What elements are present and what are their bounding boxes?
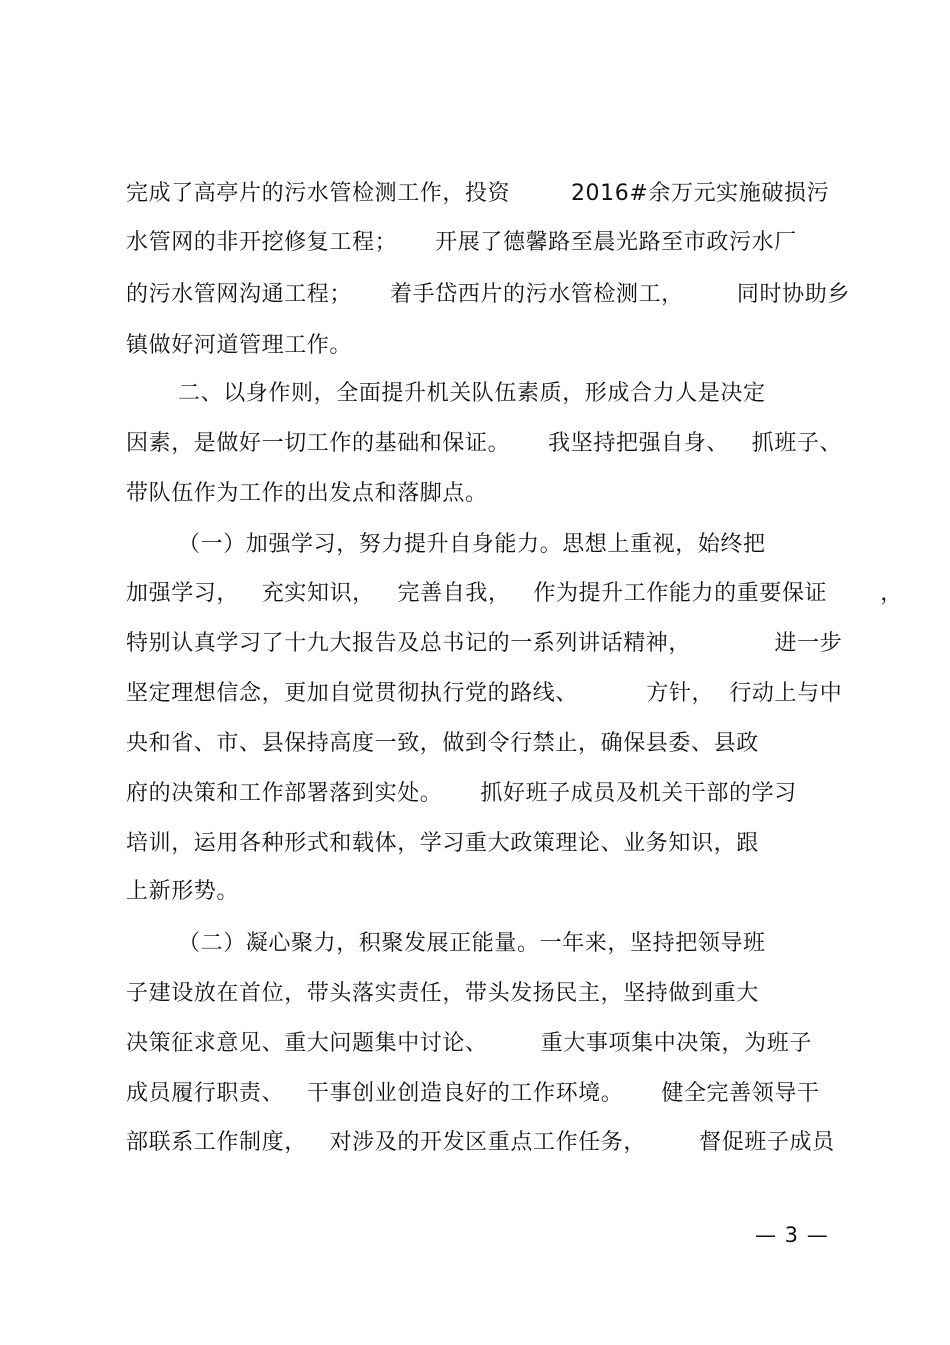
text-line-19: 成员履行职责、 干事创业创造良好的工作环境。 健全完善领导干 (126, 1081, 820, 1106)
text-line-2: 水管网的非开挖修复工程； 开展了德馨路至晨光路至市政污水厂 (126, 230, 797, 255)
text-line-12: 央和省、市、县保持高度一致，做到令行禁止，确保县委、县政 (126, 731, 759, 756)
text-line-13: 府的决策和工作部署落到实处。 抓好班子成员及机关干部的学习 (126, 781, 797, 806)
text-line-14: 培训，运用各种形式和载体，学习重大政策理论、业务知识，跟 (126, 831, 759, 856)
page-number: — 3 — (755, 1223, 829, 1247)
text-line-18: 决策征求意见、重大问题集中讨论、 重大事项集中决策，为班子 (126, 1031, 812, 1056)
text-line-11: 坚定理想信念，更加自觉贯彻执行党的路线、 方针， 行动上与中 (126, 681, 843, 706)
text-line-4: 镇做好河道管理工作。 (126, 333, 353, 358)
text-line-17: 子建设放在首位，带头落实责任，带头发扬民主，坚持做到重大 (126, 981, 759, 1006)
text-line-9: 加强学习， 充实知识， 完善自我， 作为提升工作能力的重要保证 ， (126, 581, 903, 606)
text-line-8: （一）加强学习，努力提升自身能力。思想上重视，始终把 (178, 532, 766, 557)
text-line-7: 带队伍作为工作的出发点和落脚点。 (126, 481, 488, 506)
text-line-16: （二）凝心聚力，积聚发展正能量。一年来，坚持把领导班 (178, 931, 766, 956)
text-line-20: 部联系工作制度， 对涉及的开发区重点工作任务， 督促班子成员 (126, 1130, 835, 1155)
text-line-6: 因素，是做好一切工作的基础和保证。 我坚持把强自身、 抓班子、 (126, 431, 843, 456)
text-line-3: 的污水管网沟通工程； 着手岱西片的污水管检测工， 同时协助乡 (126, 282, 850, 307)
text-line-15: 上新形势。 (126, 879, 240, 904)
text-line-5: 二、以身作则，全面提升机关队伍素质，形成合力人是决定 (178, 381, 766, 406)
text-line-1: 完成了高亭片的污水管检测工作，投资 2016#余万元实施破损污 (126, 181, 830, 206)
text-line-10: 特别认真学习了十九大报告及总书记的一系列讲话精神， 进一步 (126, 631, 843, 656)
